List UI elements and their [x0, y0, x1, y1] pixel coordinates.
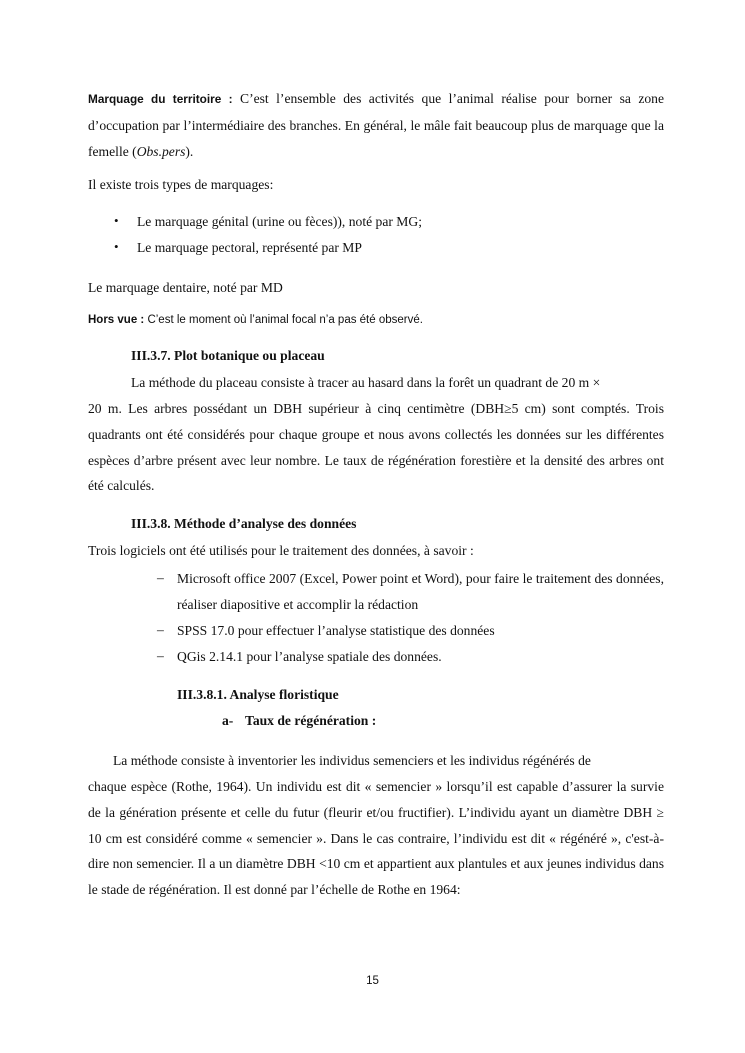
- out-of-view-paragraph: [88, 310, 423, 330]
- software-item-1: Microsoft office 2007 (Excel, Power point et Word), pour faire le traitement des données, réaliser diapositive et accomplir la rédaction: [177, 571, 664, 612]
- section-338-heading: III.3.8. Méthode d’analyse des données: [131, 516, 357, 531]
- marking-bullet-2: Le marquage pectoral, représenté par MP: [137, 240, 362, 255]
- subheading-regeneration: Taux de régénération :: [245, 713, 377, 728]
- software-item-2: SPSS 17.0 pour effectuer l’analyse statistique des données: [177, 623, 495, 638]
- section-338-intro: Trois logiciels ont été utilisés pour le traitement des données, à savoir :: [88, 543, 474, 558]
- territory-text: C’est l’ensemble des activités que l’animal réalise pour borner sa zone d’occupation par l’intermédiaire des branches. En général, le mâle fait beaucoup plus de marquage que la femelle (: [88, 91, 665, 159]
- section-337-first-line: La méthode du placeau consiste à tracer au hasard dans la forêt un quadrant de 20 m ×: [131, 375, 601, 390]
- software-item-3: QGis 2.14.1 pour l’analyse spatiale des données.: [177, 649, 442, 664]
- dash-marker: –: [157, 570, 164, 585]
- section-3381-heading: III.3.8.1. Analyse floristique: [177, 687, 339, 702]
- out-of-view-text: C’est le moment où l’animal focal n’a pas été observé.: [144, 314, 423, 326]
- territory-paragraph: [88, 86, 664, 164]
- dash-marker: –: [157, 648, 164, 663]
- regeneration-body: chaque espèce (Rothe, 1964). Un individu est dit « semencier » lorsqu’il est capable d’assurer la survie de la génération présente et celle du futur (fleurir et/ou fructifier). L’individu ayant un diamètre DBH ≥ 10 cm est considéré comme « semencier ». Dans le cas contraire, l’individu est dit « régénéré », c'est-à-dire non semencier. Il a un diamètre DBH <10 cm et appartient aux plantules et aux jeunes individus dans le stade de régénération. Il est donné par l’échelle de Rothe en 1964:: [88, 779, 664, 898]
- out-of-view-label: Hors vue :: [88, 314, 145, 326]
- dash-marker: –: [157, 622, 164, 637]
- section-337-body: 20 m. Les arbres possédant un DBH supérieur à cinq centimètre (DBH≥5 cm) sont comptés. Trois quadrants ont été considérés pour chaque groupe et nous avons collectés les données sur les différentes espèces d’arbre présent avec leur nombre. Le taux de régénération forestière et la densité des arbres ont été calculés.: [88, 401, 664, 494]
- subheading-marker: a-: [222, 713, 234, 728]
- section-337-heading: III.3.7. Plot botanique ou placeau: [131, 348, 325, 363]
- types-intro: Il existe trois types de marquages:: [88, 177, 274, 192]
- page-number: 15: [366, 975, 379, 987]
- territory-text-end: ).: [185, 143, 194, 159]
- territory-label: Marquage du territoire :: [88, 92, 233, 106]
- obs-pers: Obs.pers: [136, 143, 186, 159]
- bullet-icon: •: [114, 213, 119, 228]
- dental-marking: Le marquage dentaire, noté par MD: [88, 280, 283, 295]
- bullet-icon: •: [114, 239, 119, 254]
- regeneration-first-line: La méthode consiste à inventorier les individus semenciers et les individus régénérés de: [113, 753, 591, 768]
- marking-bullet-1: Le marquage génital (urine ou fèces)), noté par MG;: [137, 214, 422, 229]
